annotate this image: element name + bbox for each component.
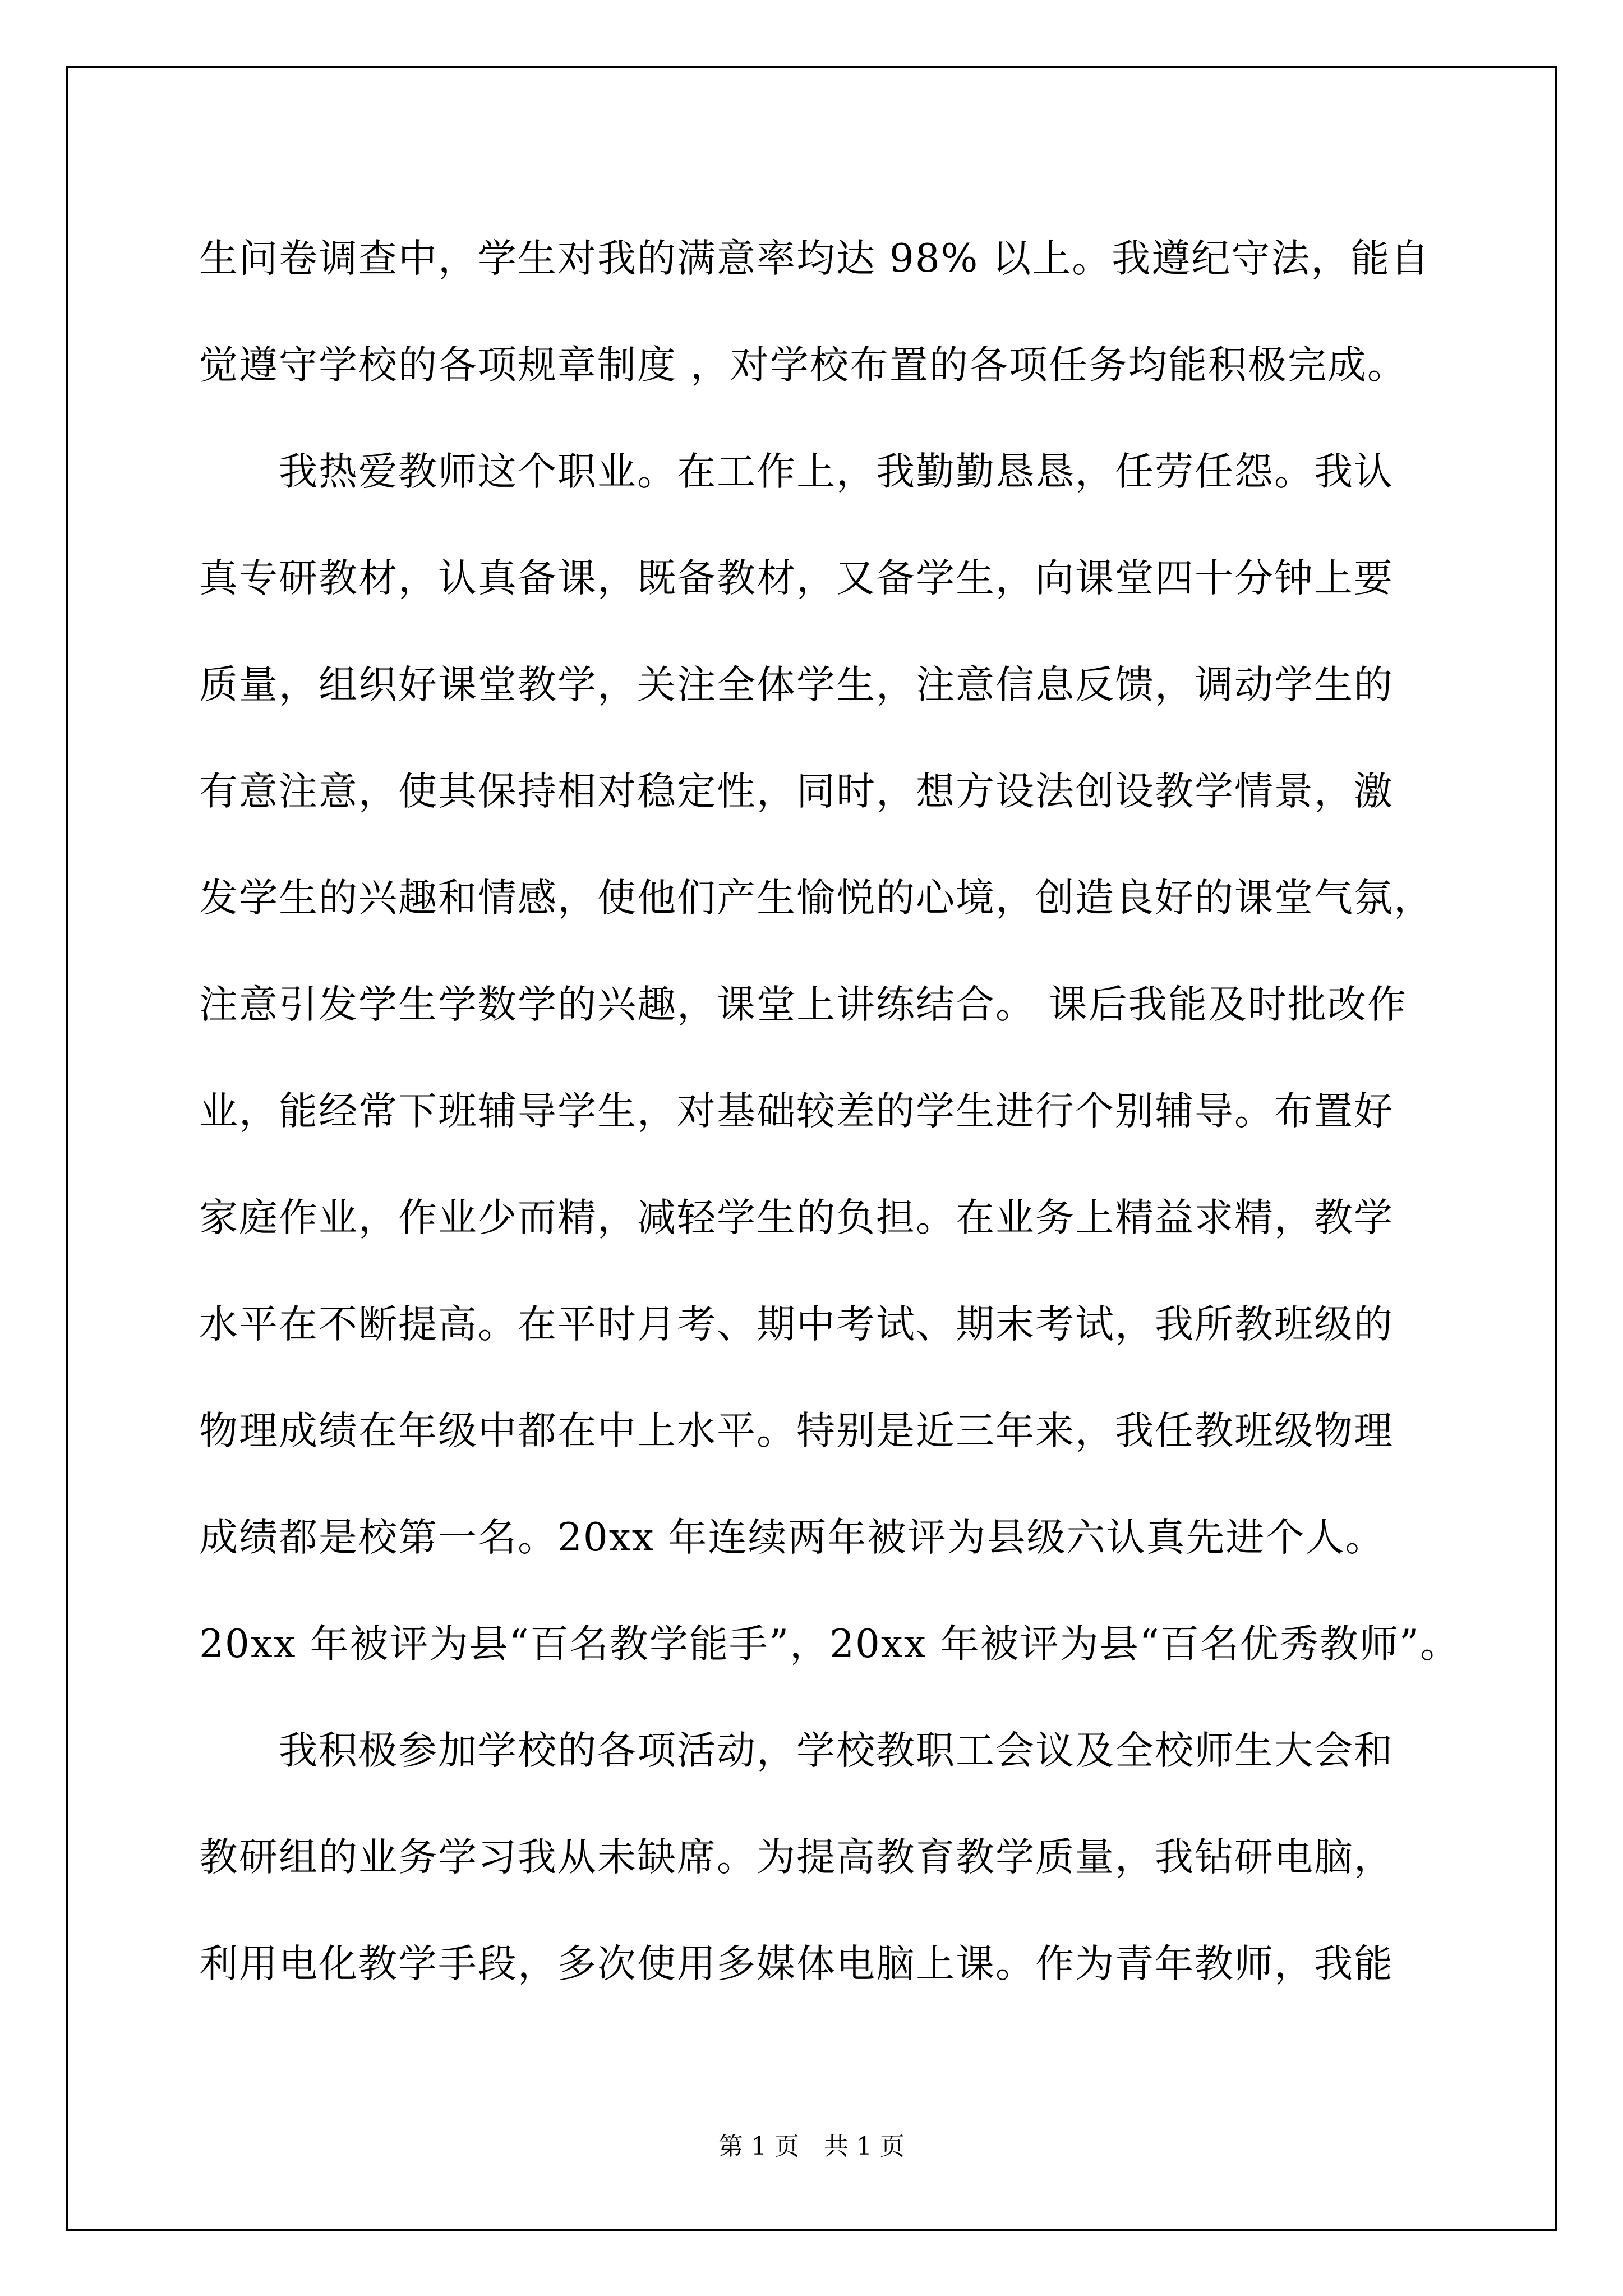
text-line: 有意注意，使其保持相对稳定性，同时，想方设法创设教学情景，激 [199, 769, 1394, 814]
page-footer: 第 1 页 共 1 页 [718, 2132, 905, 2161]
text-line: 业，能经常下班辅导学生，对基础较差的学生进行个别辅导。布置好 [199, 1089, 1394, 1134]
text-line: 真专研教材，认真备课，既备教材，又备学生，向课堂四十分钟上要 [199, 556, 1394, 601]
text-line: 注意引发学生学数学的兴趣，课堂上讲练结合。 课后我能及时批改作 [199, 982, 1407, 1027]
text-line: 发学生的兴趣和情感，使他们产生愉悦的心境，创造良好的课堂气氛， [199, 876, 1433, 921]
text-line: 物理成绩在年级中都在中上水平。特别是近三年来，我任教班级物理 [199, 1409, 1394, 1453]
text-line: 我积极参加学校的各项活动，学校教职工会议及全校师生大会和 [199, 1728, 1394, 1773]
text-line: 我热爱教师这个职业。在工作上，我勤勤恳恳，任劳任怨。我认 [199, 449, 1394, 494]
text-line: 水平在不断提高。在平时月考、期中考试、期末考试，我所教班级的 [199, 1302, 1394, 1347]
text-line: 成绩都是校第一名。20xx 年连续两年被评为县级六认真先进个人。 [199, 1515, 1385, 1560]
text-line: 觉遵守学校的各项规章制度 ，对学校布置的各项任务均能积极完成。 [199, 343, 1407, 388]
text-line: 教研组的业务学习我从未缺席。为提高教育教学质量，我钻研电脑， [199, 1835, 1394, 1880]
text-line: 利用电化教学手段，多次使用多媒体电脑上课。作为青年教师，我能 [199, 1941, 1394, 1986]
text-line: 家庭作业，作业少而精，减轻学生的负担。在业务上精益求精，教学 [199, 1195, 1394, 1240]
text-line: 质量，组织好课堂教学，关注全体学生，注意信息反馈，调动学生的 [199, 662, 1394, 707]
text-line: 20xx 年被评为县“百名教学能手”，20xx 年被评为县“百名优秀教师”。 [199, 1622, 1460, 1667]
text-line: 生问卷调查中，学生对我的满意率均达 98% 以上。我遵纪守法，能自 [199, 236, 1431, 281]
page-border [66, 66, 1557, 2231]
